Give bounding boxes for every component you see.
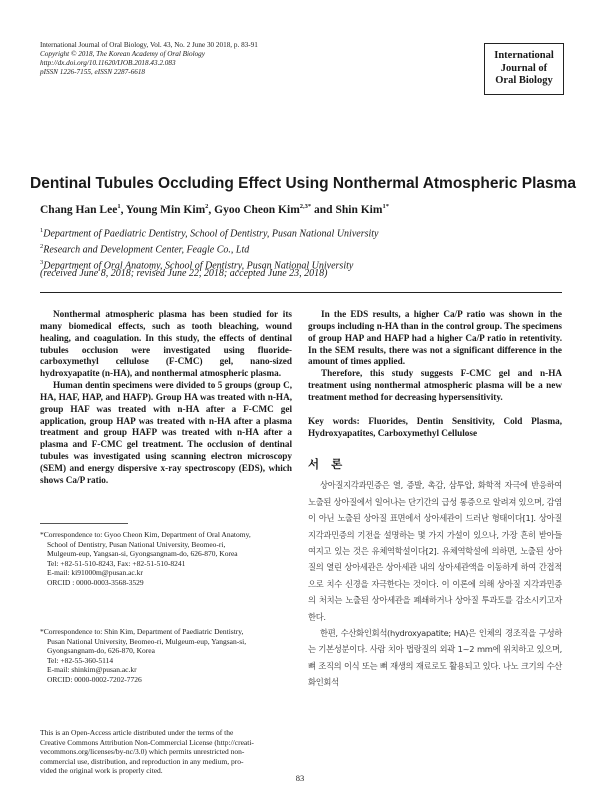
abstract-paragraph: In the EDS results, a higher Ca/P ratio was shown in the groups including n-HA than in the control group. The specimens of group HAP and HAFP had a higher Ca/P ratio in retentivity. In the SEM results, there was not a significant difference in the amount of times applied. (308, 309, 562, 367)
author-sup: 1* (382, 203, 389, 210)
footnote-email[interactable]: E-mail: shinkim@pusan.ac.kr (47, 665, 137, 675)
abstract-paragraph: Nonthermal atmospheric plasma has been studied for its many biomedical effects, such as tooth bleaching, wound healing, and coagulation. In this study, the effects of dentinal tubules occlusion were investigated using fluoride-carboxymethyl cellulose (F-CMC) gel, nano-sized hydroxyapatite (n-HA), and nonthermal atmospheric plasma. (40, 309, 292, 379)
abstract-left-column (40, 309, 292, 487)
footnote-line: School of Dentistry, Pusan National University, Beomeo-ri, (47, 539, 226, 549)
journal-logo-line: Oral Biology (495, 75, 553, 87)
author-sup: 2,3* (299, 203, 312, 210)
issn-line: pISSN 1226-7155, eISSN 2287-6618 (40, 68, 146, 76)
journal-meta (40, 41, 370, 77)
footnote-divider (40, 523, 128, 524)
abstract-paragraph: Therefore, this study suggests F-CMC gel and n-HA treatment using nonthermal atmospheric plasma will be a new treatment method for decreasing hypersensitivity. (308, 368, 562, 402)
author-name: Young Min Kim (125, 203, 206, 216)
license-line: Creative Commons Attribution Non-Commercial License (http://creati- (40, 737, 254, 747)
journal-citation: International Journal of Oral Biology, Vol. 43, No. 2 June 30 2018, p. 83-91 (40, 41, 258, 49)
footnote-email[interactable]: E-mail: ki91000m@pusan.ac.kr (47, 568, 143, 578)
page-number: 83 (295, 773, 305, 783)
author-list (40, 203, 389, 216)
correspondence-footnote-2 (40, 627, 292, 684)
author-sep: , (208, 203, 215, 216)
affiliation: $^1$Department of Paediatric Dentistry, School of Dentistry, Pusan National University (40, 227, 379, 240)
body-paragraph: 상아질지각과민증은 열, 증발, 촉감, 삼투압, 화학적 자극에 반응하여 노출된 상아질에서 일어나는 단기간의 급성 통증으로 알려져 있으며, 감염이 아닌 노출된 상아질 표면에서 상아세관이 드러난 형태이다[1]. 상아질 지각과민증의 기전을 설명하는 몇 가지 가설이 있으나, 가장 흔히 받아들여지고 있는 것은 유체역학설이다[2]. 유체역학설에 의하면, 노출된 상아질의 열린 상아세관은 상아세관 내의 상아세관액을 이동하게 하여 간접적으로 치수 신경을 자극한다는 것이다. 이 이론에 의해 상아질 지각과민증의 처치는 노출된 상아세관을 폐쇄하거나 상아질 투과도를 감소시키고자 한다. (308, 480, 562, 622)
footnote-line: Gyongsangnam-do, 626-870, Korea (47, 646, 155, 656)
author-sup: 2 (205, 203, 209, 210)
author-name: Gyoo Cheon Kim (214, 203, 300, 216)
author-name: Shin Kim (335, 203, 383, 216)
introduction-body (308, 477, 562, 690)
footnote-line: Mulgeum-eup, Yangsan-si, Gyongsangnam-do, 626-870, Korea (47, 549, 238, 559)
author-sep: and (311, 203, 336, 216)
affiliation-list (40, 225, 379, 272)
license-line: commercial use, distribution, and reproduction in any medium, pro- (40, 756, 244, 766)
right-column (308, 309, 562, 691)
author-sep: , (120, 203, 126, 216)
keywords: Key words: Fluorides, Dentin Sensitivity, Cold Plasma, Hydroxyapatites, Carboxymethyl Cellulose (308, 415, 562, 438)
footnote-line: Pusan National University, Beomeo-ri, Mulgeum-eup, Yangsan-si, (47, 636, 247, 646)
footnote-orcid: ORCID : 0000-0003-3568-3529 (47, 577, 144, 587)
footnote-line: Tel: +82-55-360-5114 (47, 655, 114, 665)
journal-logo-box (484, 43, 564, 95)
footnote-line: *Correspondence to: Gyoo Cheon Kim, Department of Oral Anatomy, (40, 530, 251, 539)
body-paragraph: 한편, 수산화인회석(hydroxyapatite; HA)은 인체의 경조직을 구성하는 기본성분이다. 사람 치아 법랑질의 외곽 1~2 mm에 위치하고 있으며, 뼈 조직의 이식 또는 뼈 재생의 재료로도 활용되고 있다. 나노 크기의 수산화인회석 (308, 627, 562, 688)
copyright-line: Copyright © 2018, The Korean Academy of Oral Biology (40, 50, 205, 58)
journal-logo-line: International (494, 50, 554, 62)
abstract-paragraph: Human dentin specimens were divided to 5 groups (group C, HA, HAF, HAP, and HAFP). Group HA was treated with n-HA, group HAF was treated with n-HA after a F-CMC gel application, group HAP was treated with n-HA after a plasma treatment and group HAFP was treated with n-HA after a plasma and F-CMC gel treatment. The occlusion of dentinal tubules was investigated using scanning electron microscopy (SEM) and energy dispersive x-ray spectroscopy (EDS), which shows Ca/P ratio. (40, 380, 292, 485)
article-title: Dentinal Tubules Occluding Effect Using Nonthermal Atmospheric Plasma (30, 175, 577, 192)
introduction-heading: 서 론 (308, 457, 347, 472)
license-line: vecommons.org/licenses/by-nc/3.0) which permits unrestricted non- (40, 747, 245, 757)
open-access-notice (40, 728, 292, 776)
affiliation: $^3$Department of Oral Anatomy, School of Dentistry, Pusan National University (40, 258, 354, 271)
journal-logo-line: Journal of (500, 62, 548, 74)
footnote-line: *Correspondence to: Shin Kim, Department of Paediatric Dentistry, (40, 627, 244, 636)
license-line: vided the original work is properly cited. (40, 766, 163, 776)
correspondence-footnote-1 (40, 530, 292, 587)
footnote-line: Tel: +82-51-510-8243, Fax: +82-51-510-8241 (47, 558, 186, 568)
doi-link[interactable]: http://dx.doi.org/10.11620/IJOB.2018.43.2.083 (40, 59, 176, 67)
abstract-right (308, 309, 562, 404)
license-line: This is an Open-Access article distributed under the terms of the (40, 728, 234, 737)
author-sup: 1 (117, 203, 121, 210)
author-name: Chang Han Lee (40, 203, 118, 216)
received-dates: (received June 8, 2018; revised June 22, 2018; accepted June 23, 2018) (40, 268, 328, 279)
affiliation: $^2$Research and Development Center, Feagle Co., Ltd (40, 242, 250, 256)
header-divider (40, 292, 562, 293)
footnote-orcid: ORCID: 0000-0002-7202-7726 (47, 674, 142, 684)
